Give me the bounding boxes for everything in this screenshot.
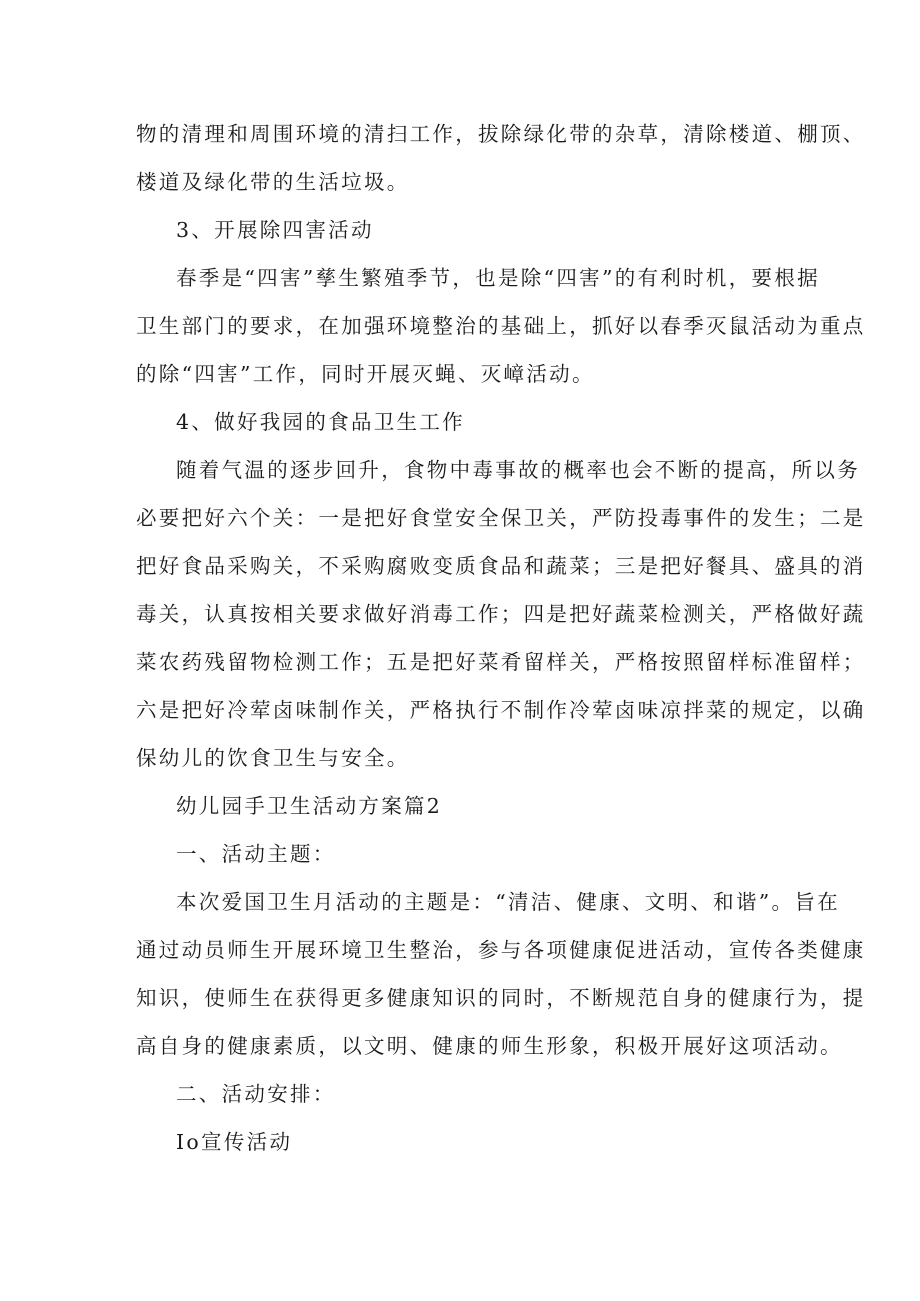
- paragraph-line: 保幼儿的饮食卫生与安全。: [136, 746, 410, 770]
- paragraph-line: 把好食品采购关，不采购腐败变质食品和蔬菜；三是把好餐具、盛具的消: [136, 554, 866, 578]
- paragraph-line: 的除“四害”工作，同时开展灭蝇、灭嶂活动。: [136, 362, 595, 386]
- paragraph-line: 楼道及绿化带的生活垃圾。: [136, 170, 410, 194]
- section-heading: 4、做好我园的食品卫生工作: [176, 410, 465, 434]
- section-heading: 一、活动主题：: [176, 842, 336, 866]
- paragraph-line: 六是把好冷荤卤味制作关，严格执行不制作冷荤卤味凉拌菜的规定，以确: [136, 698, 866, 722]
- paragraph-line: 高自身的健康素质，以文明、健康的师生形象，积极开展好这项活动。: [136, 1034, 843, 1058]
- section-title: 幼儿园手卫生活动方案篇2: [176, 794, 443, 818]
- paragraph-line: 菜农药残留物检测工作；五是把好菜肴留样关，严格按照留样标准留样；: [136, 650, 866, 674]
- section-heading: 3、开展除四害活动: [176, 218, 374, 242]
- paragraph-line: 春季是“四害”孳生繁殖季节，也是除“四害”的有利时机，要根据: [176, 266, 820, 290]
- paragraph-line: 知识，使师生在获得更多健康知识的同时，不断规范自身的健康行为，提: [136, 986, 866, 1010]
- section-heading: Io宣传活动: [176, 1130, 293, 1154]
- paragraph-line: 本次爱国卫生月活动的主题是：“清洁、健康、文明、和谐”。旨在: [176, 890, 840, 914]
- paragraph-line: 物的清理和周围环境的清扫工作，拔除绿化带的杂草，清除楼道、棚顶、: [136, 122, 866, 146]
- paragraph-line: 必要把好六个关：一是把好食堂安全保卫关，严防投毒事件的发生；二是: [136, 506, 866, 530]
- paragraph-line: 毒关，认真按相关要求做好消毒工作；四是把好蔬菜检测关，严格做好蔬: [136, 602, 866, 626]
- paragraph-line: 随着气温的逐步回升，食物中毒事故的概率也会不断的提高，所以务: [176, 458, 860, 482]
- paragraph-line: 卫生部门的要求，在加强环境整治的基础上，抓好以春季灭鼠活动为重点: [136, 314, 866, 338]
- paragraph-line: 通过动员师生开展环境卫生整治，参与各项健康促进活动，宣传各类健康: [136, 938, 866, 962]
- section-heading: 二、活动安排：: [176, 1082, 336, 1106]
